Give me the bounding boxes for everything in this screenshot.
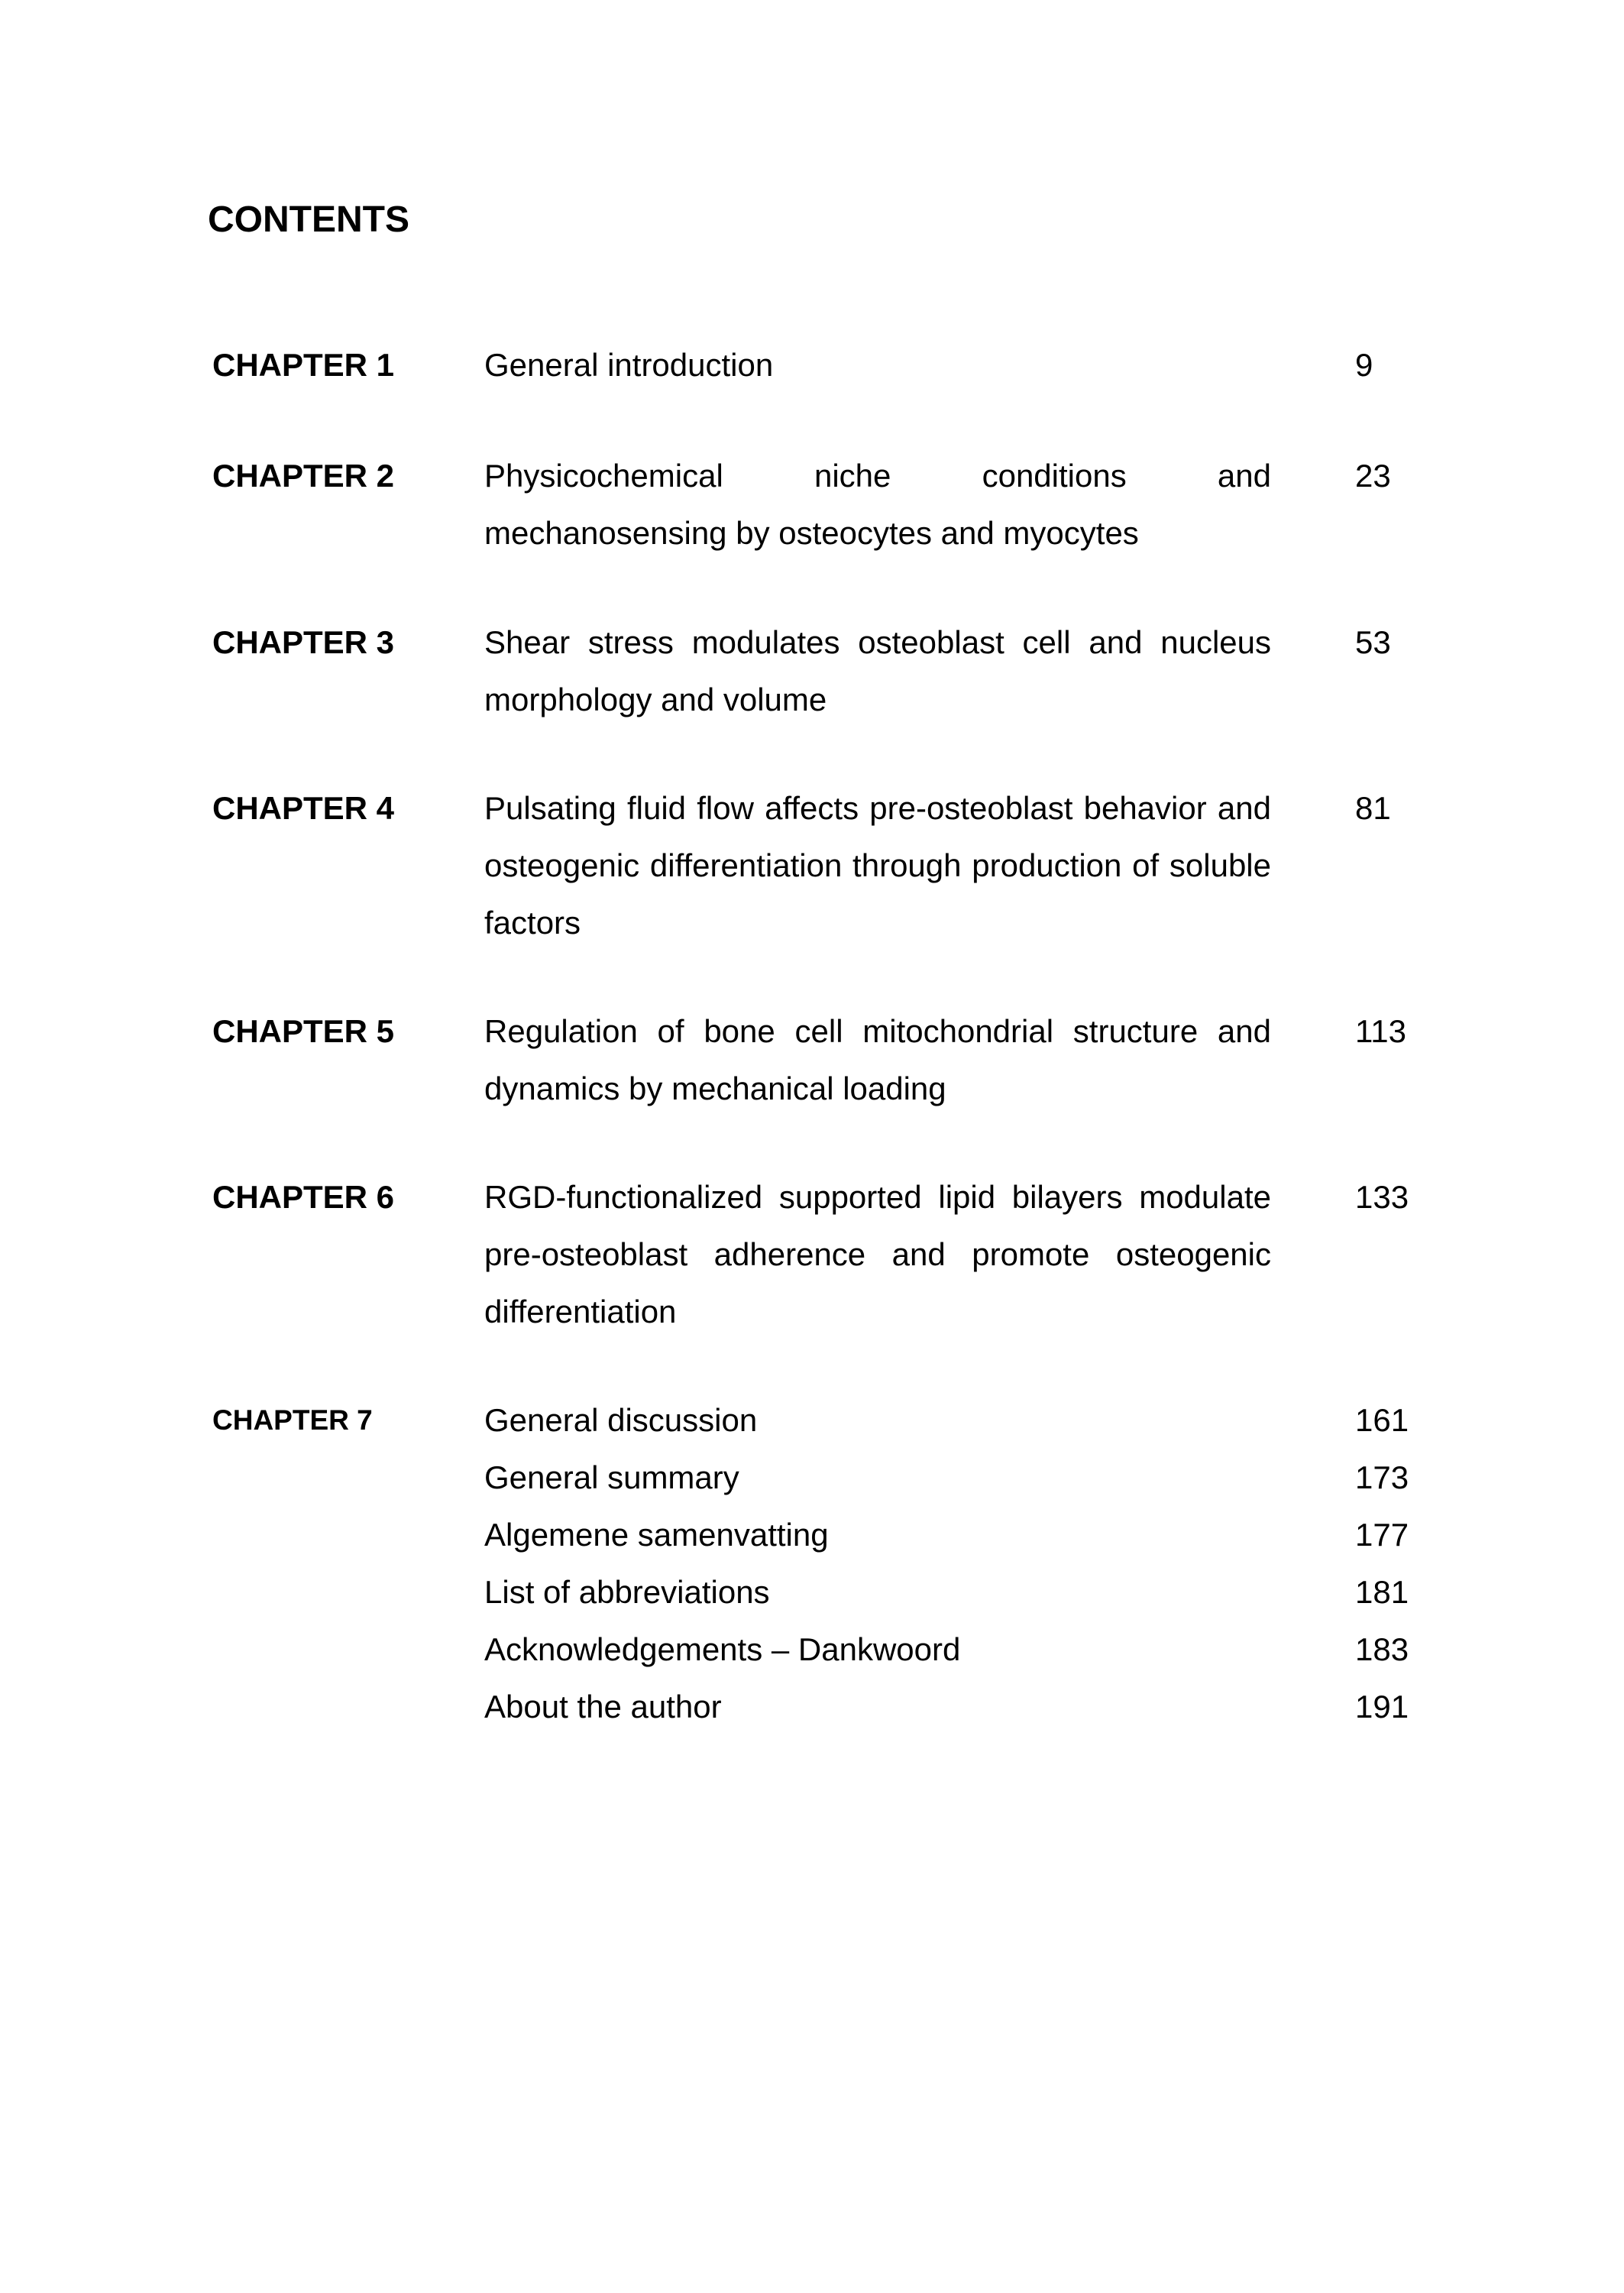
chapter-title: Regulation of bone cell mitochondrial structure and dynamics by mechanical loading: [484, 1013, 1271, 1106]
entry-title: Algemene samenvatting: [484, 1517, 829, 1553]
page-number: 53: [1355, 624, 1391, 660]
toc-entry-algemene-samenvatting[interactable]: [484, 1506, 1416, 1563]
page-title: CONTENTS: [208, 199, 409, 240]
chapter-label: CHAPTER 4: [212, 790, 395, 826]
page-number: 133: [1355, 1179, 1409, 1215]
page-number: 191: [1355, 1689, 1409, 1725]
chapter-label: CHAPTER 2: [212, 458, 395, 494]
entry-title: About the author: [484, 1689, 722, 1725]
page-number: 181: [1355, 1574, 1409, 1610]
chapter-label: CHAPTER 5: [212, 1013, 395, 1049]
chapter-title: Pulsating fluid flow affects pre-osteoblast behavior and osteogenic differentiation through production of soluble factors: [484, 790, 1271, 941]
chapter-title: RGD-functionalized supported lipid bilayers modulate pre-osteoblast adherence and promote osteogenic differentiation: [484, 1179, 1271, 1329]
chapter-title: Physicochemical niche conditions and mechanosensing by osteocytes and myocytes: [484, 458, 1271, 551]
toc-entry-about-the-author[interactable]: [484, 1678, 1416, 1735]
toc-entry-list-of-abbreviations[interactable]: [484, 1563, 1416, 1621]
entry-title: Acknowledgements – Dankwoord: [484, 1631, 961, 1667]
page-number: 23: [1355, 458, 1391, 494]
chapter-label: CHAPTER 7: [212, 1404, 373, 1436]
entry-title: List of abbreviations: [484, 1574, 770, 1610]
entry-title: General summary: [484, 1459, 739, 1495]
page-number: 9: [1355, 347, 1373, 383]
page-number: 113: [1355, 1013, 1406, 1049]
chapter-title: Shear stress modulates osteoblast cell and nucleus morphology and volume: [484, 624, 1271, 717]
chapter-title: General introduction: [484, 347, 774, 383]
back-matter-list: [484, 1449, 1416, 1735]
page-number: 161: [1355, 1402, 1409, 1438]
page-number: 183: [1355, 1631, 1409, 1667]
chapter-label: CHAPTER 6: [212, 1179, 395, 1215]
page-number: 177: [1355, 1517, 1409, 1553]
chapter-label: CHAPTER 1: [212, 347, 395, 383]
page-number: 81: [1355, 790, 1391, 826]
toc-entry-general-summary[interactable]: [484, 1449, 1416, 1506]
page-number: 173: [1355, 1459, 1409, 1495]
chapter-label: CHAPTER 3: [212, 624, 395, 660]
toc-entry-acknowledgements[interactable]: [484, 1621, 1416, 1678]
chapter-title: General discussion: [484, 1402, 758, 1438]
